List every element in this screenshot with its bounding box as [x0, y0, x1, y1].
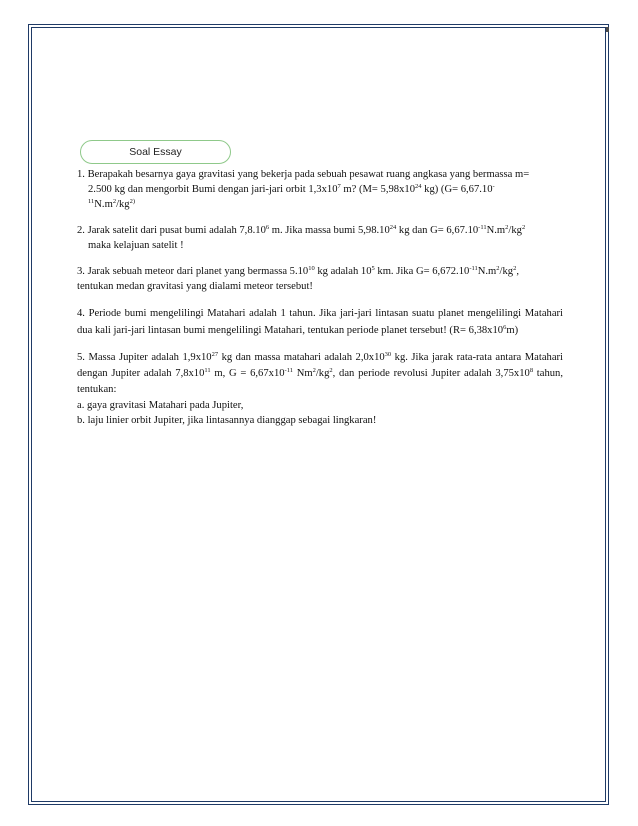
question-3: [77, 264, 563, 294]
question-list: [77, 167, 563, 428]
question-1-line-1: 1. Berapakah besarnya gaya gravitasi yang bekerja pada sebuah pesawat ruang angkasa yang bermassa m=: [77, 169, 530, 180]
question-1-line-2: 2.500 kg dan mengorbit Bumi dengan jari-jari orbit $1,3x10^7$ m? ($M= 5,98x10^{24}$ kg) (G= 6,67.10-: [88, 183, 495, 195]
section-badge: [80, 140, 231, 164]
question-3-line-2: tentukan medan gravitasi yang dialami meteor tersebut!: [77, 281, 313, 292]
question-5-part-b: b. laju linier orbit Jupiter, jika lintasannya dianggap sebagai lingkaran!: [77, 415, 377, 426]
question-2-line-2: maka kelajuan satelit !: [88, 240, 184, 251]
question-5-part-a: a. gaya gravitasi Matahari pada Jupiter,: [77, 400, 244, 411]
question-2: [77, 223, 563, 253]
question-3-line-1: 3. Jarak sebuah meteor dari planet yang bermassa 5.10$^{10}$ kg adalah $10^5$ km. Jika $G= 6,672.10^{-11}N.m^2/kg^2$,: [77, 265, 519, 277]
question-2-line-1: 2. Jarak satelit dari pusat bumi adalah 7,8.10$^6$ m. Jika massa bumi 5,98.10$^{24}$ kg dan $G= 6,67.10^{-11}N.m^2/kg^2$: [77, 224, 526, 236]
section-badge-label: Soal Essay: [129, 146, 182, 158]
question-4: 4. Periode bumi mengelilingi Matahari adalah 1 tahun. Jika jari-jari lintasan suatu planet mengelilingi Matahari dua kali jari-jari lintasan bumi mengelilingi Matahari, tentukan periode planet tersebut! $(R= 6,38x10^6m)$: [77, 308, 563, 336]
question-5: 5. Massa Jupiter adalah $1,9x10^{27}$ kg dan massa matahari adalah $2,0x10^{30}$ kg. Jika jarak rata-rata antara Matahari dengan Jupiter adalah $7,8x10^{11}$ m, $G = 6,67x10^{-11}$ $Nm^2/kg^2$, dan periode revolusi Jupiter adalah $3,75x10^8$ tahun, tentukan:: [77, 351, 563, 395]
question-1: [77, 167, 563, 212]
question-1-line-3: $^{11}N.m^2/kg^{2)}$: [88, 198, 136, 210]
page-corner-mark: [606, 27, 609, 32]
